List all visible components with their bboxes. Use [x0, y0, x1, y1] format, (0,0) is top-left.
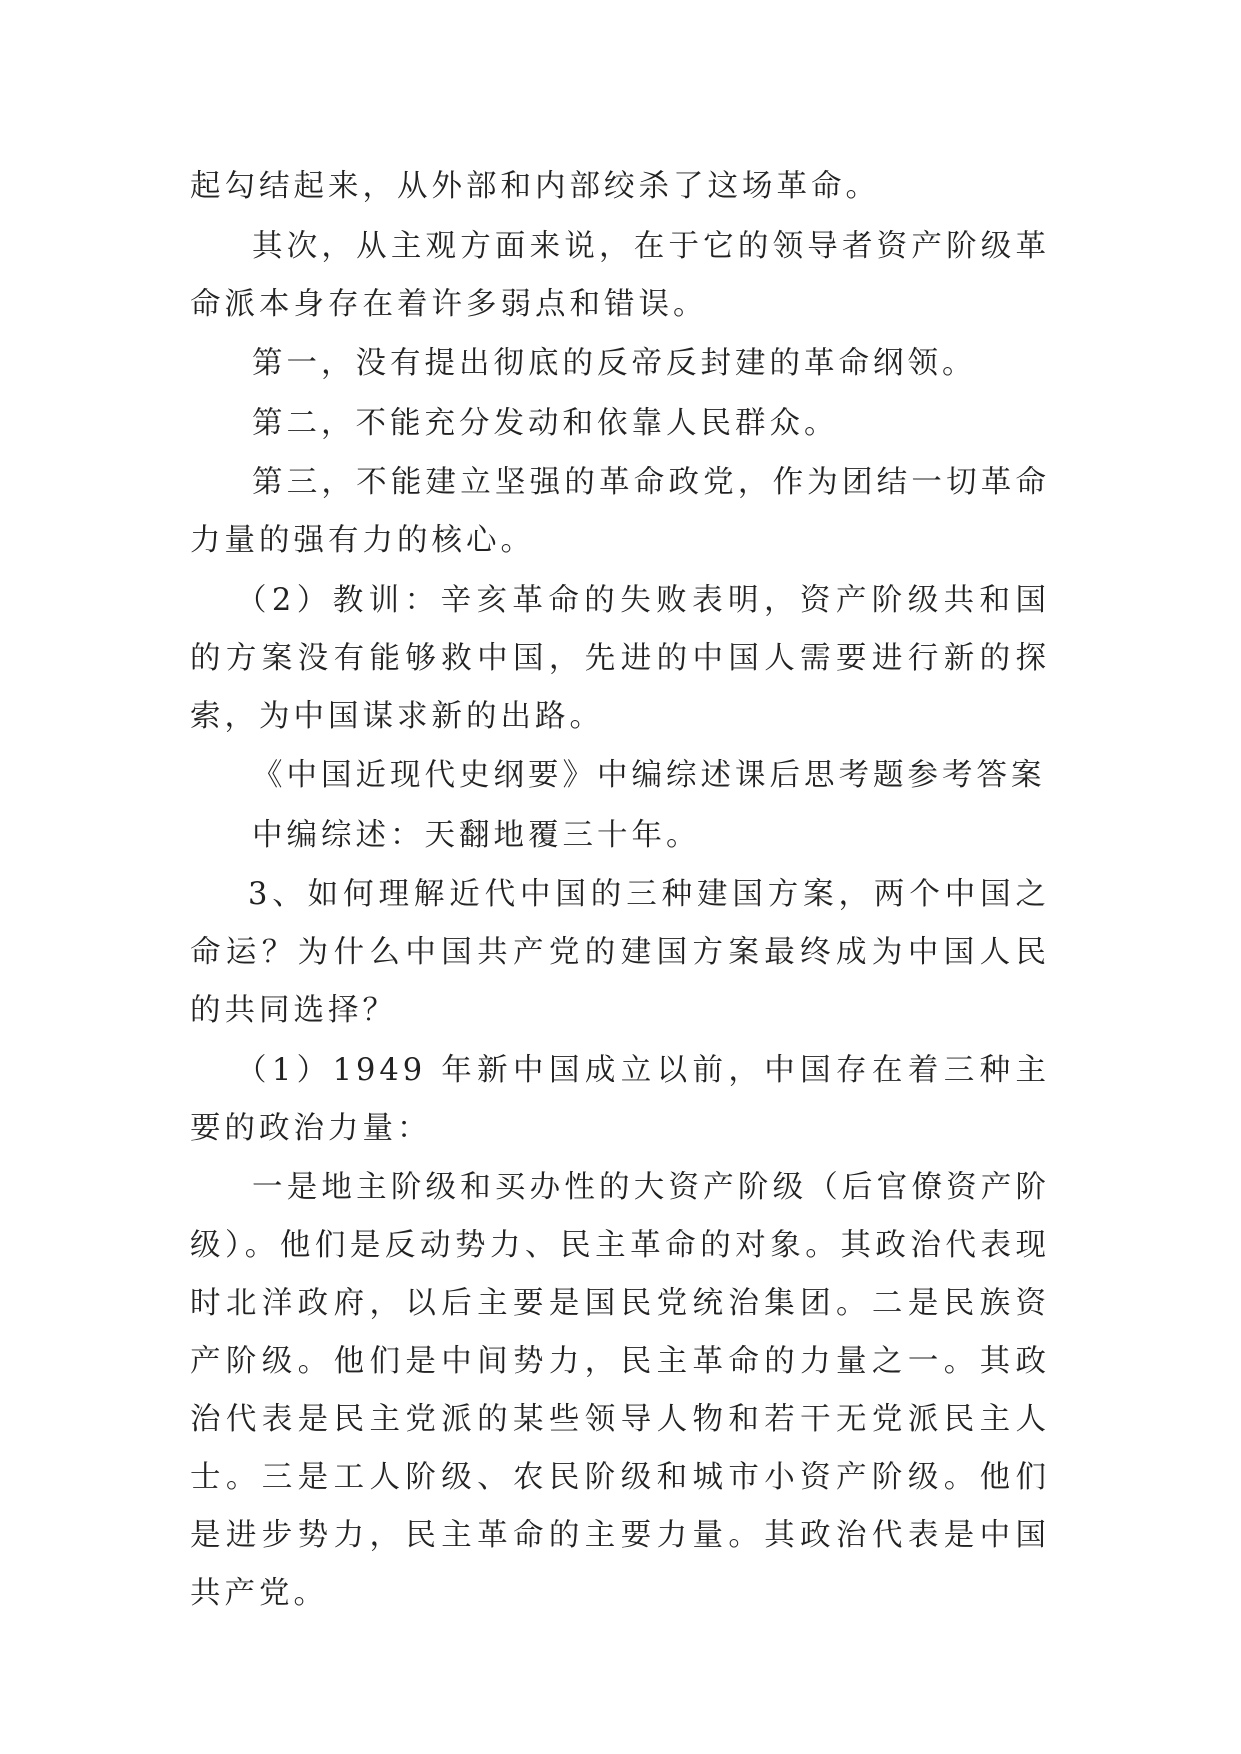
section-heading: 《中国近现代史纲要》中编综述课后思考题参考答案	[252, 758, 1046, 793]
question-3: 3、如何理解近代中国的三种建国方案，两个中国之命运？为什么中国共产党的建国方案最终成为中国人民的共同选择？	[190, 877, 1050, 1028]
paragraph-subjective-reasons: 其次，从主观方面来说，在于它的领导者资产阶级革命派本身存在着许多弱点和错误。	[190, 228, 1050, 322]
paragraph-lesson: （2）教训：辛亥革命的失败表明，资产阶级共和国的方案没有能够救中国，先进的中国人需要进行新的探索，为中国谋求新的出路。	[190, 582, 1050, 734]
paragraph-point-third: 第三，不能建立坚强的革命政党，作为团结一切革命力量的强有力的核心。	[190, 465, 1050, 558]
answer-part-1: （1）1949 年新中国成立以前，中国存在着三种主要的政治力量：	[190, 1052, 1050, 1146]
section-subheading: 中编综述：天翻地覆三十年。	[252, 817, 701, 853]
paragraph-point-second: 第二，不能充分发动和依靠人民群众。	[252, 405, 839, 441]
paragraph-continuation: 起勾结起来，从外部和内部绞杀了这场革命。	[190, 169, 880, 204]
paragraph-three-forces: 一是地主阶级和买办性的大资产阶级（后官僚资产阶级）。他们是反动势力、民主革命的对象。其政治代表现时北洋政府，以后主要是国民党统治集团。二是民族资产阶级。他们是中间势力，民主革命的力量之一。其政治代表是民主党派的某些领导人物和若干无党派民主人士。三是工人阶级、农民阶级和城市小资产阶级。他们是进步势力，民主革命的主要力量。其政治代表是中国共产党。	[190, 1170, 1050, 1611]
document-body	[190, 158, 1050, 1625]
paragraph-point-first: 第一，没有提出彻底的反帝反封建的革命纲领。	[252, 346, 977, 381]
